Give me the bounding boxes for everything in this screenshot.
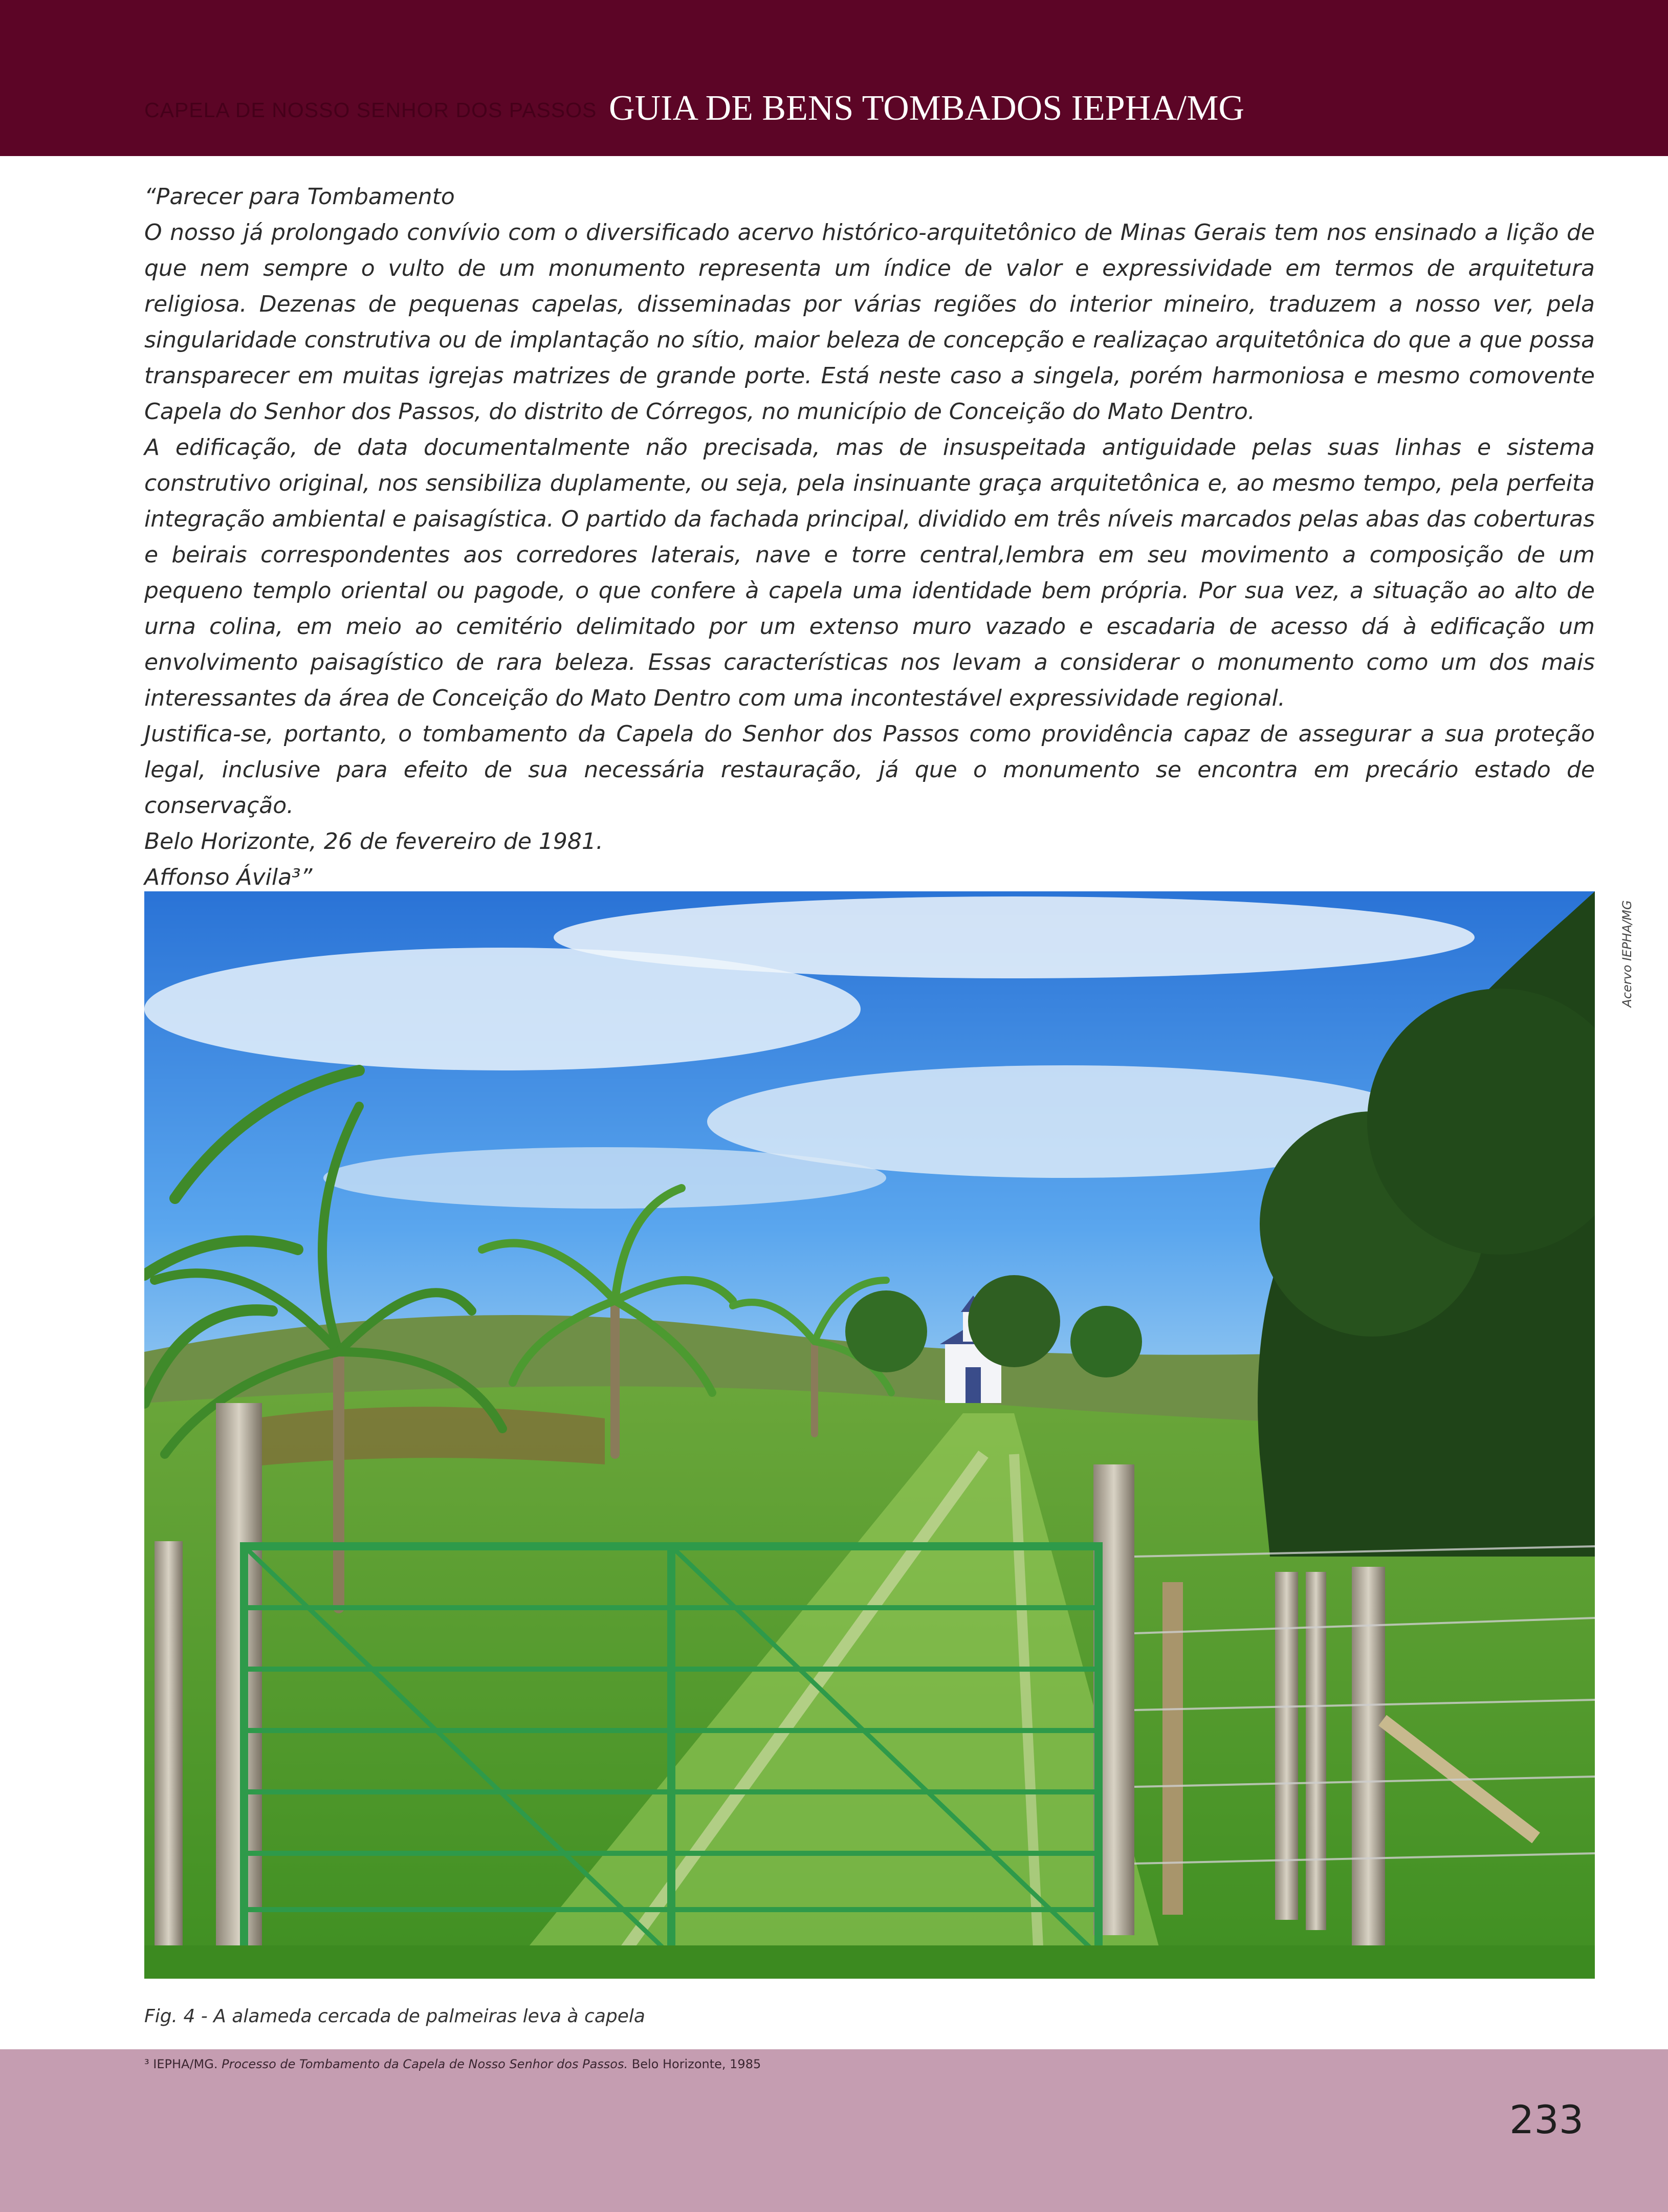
- photo-credit-text: Acervo IEPHA/MG: [1620, 900, 1634, 1008]
- fence-post: [1306, 1572, 1326, 1930]
- footnote-marker: ³: [144, 2057, 149, 2071]
- foreground-grass: [144, 1945, 1595, 1979]
- paragraph: A edificação, de data documentalmente não precisada, mas de insuspeitada antiguidade pelas suas linhas e sistema construtivo original, nos sensibiliza duplamente, ou seja, pela insinuante graça arquitetônica e, ao mesmo tempo, pela perfeita integração ambiental e paisagística. O partido da fachada principal, dividido em três níveis marcados pelas abas das coberturas e beirais correspondentes aos corredores laterais, nave e torre central,lembra em seu movimento a composição de um pequeno templo oriental ou pagode, o que confere à capela uma identidade bem própria. Por sua vez, a situação ao alto de urna colina, em meio ao cemitério delimitado por um extenso muro vazado e escadaria de acesso dá à edificação um envolvimento paisagístico de rara beleza. Essas características nos levam a considerar o monumento como um dos mais interessantes da área de Conceição do Mato Dentro com uma incontestável expressividade regional.: [144, 434, 1595, 711]
- opinion-heading: “Parecer para Tombamento: [144, 184, 455, 210]
- page-header: [0, 0, 1668, 156]
- paragraph: O nosso já prolongado convívio com o diversificado acervo histórico-arquitetônico de Minas Gerais tem nos ensinado a lição de que nem sempre o vulto de um monumento representa um índice de valor e expressividade em termos de arquitetura religiosa. Dezenas de pequenas capelas, disseminadas por várias regiões do interior mineiro, traduzem a nosso ver, pela singularidade construtiva ou de implantação no sítio, maior beleza de concepção e realizaçao arquitetônica do que a que possa transparecer em muitas igrejas matrizes de grande porte. Está neste caso a singela, porém harmoniosa e mesmo comovente Capela do Senhor dos Passos, do distrito de Córregos, no município de Conceição do Mato Dentro.: [144, 220, 1595, 425]
- tree-crown: [968, 1275, 1060, 1367]
- footnote-title: Processo de Tombamento da Capela de Nosso Senhor dos Passos.: [222, 2057, 628, 2071]
- fence-post: [216, 1403, 262, 1979]
- section-title: CAPELA DE NOSSO SENHOR DOS PASSOS: [144, 98, 597, 122]
- footnote-source: IEPHA/MG.: [153, 2057, 218, 2071]
- fence-post: [155, 1541, 183, 1979]
- chapel-photo: [144, 891, 1595, 1979]
- fence-post: [1275, 1572, 1298, 1920]
- page-footer: [0, 2049, 1668, 2212]
- opinion-text: [144, 179, 1595, 895]
- signature-line: Affonso Ávila³”: [144, 864, 313, 890]
- paragraph: Justifica-se, portanto, o tombamento da Capela do Senhor dos Passos como providência capaz de assegurar a sua proteção legal, inclusive para efeito de sua necessária restauração, já que o monumento se encontra em precário estado de conservação.: [144, 721, 1595, 819]
- date-line: Belo Horizonte, 26 de fevereiro de 1981.: [144, 828, 603, 855]
- tree-crown: [845, 1290, 927, 1372]
- cloud: [323, 1147, 886, 1209]
- photo-credit: [1612, 895, 1642, 1018]
- footnote-place: Belo Horizonte, 1985: [631, 2057, 761, 2071]
- cloud: [554, 896, 1475, 978]
- page-number: 233: [1509, 2097, 1584, 2142]
- guide-title: GUIA DE BENS TOMBADOS IEPHA/MG: [609, 89, 1244, 128]
- footnote: [144, 2057, 761, 2071]
- tree-crown: [1070, 1306, 1142, 1377]
- figure-caption: Fig. 4 - A alameda cercada de palmeiras leva à capela: [144, 2006, 645, 2027]
